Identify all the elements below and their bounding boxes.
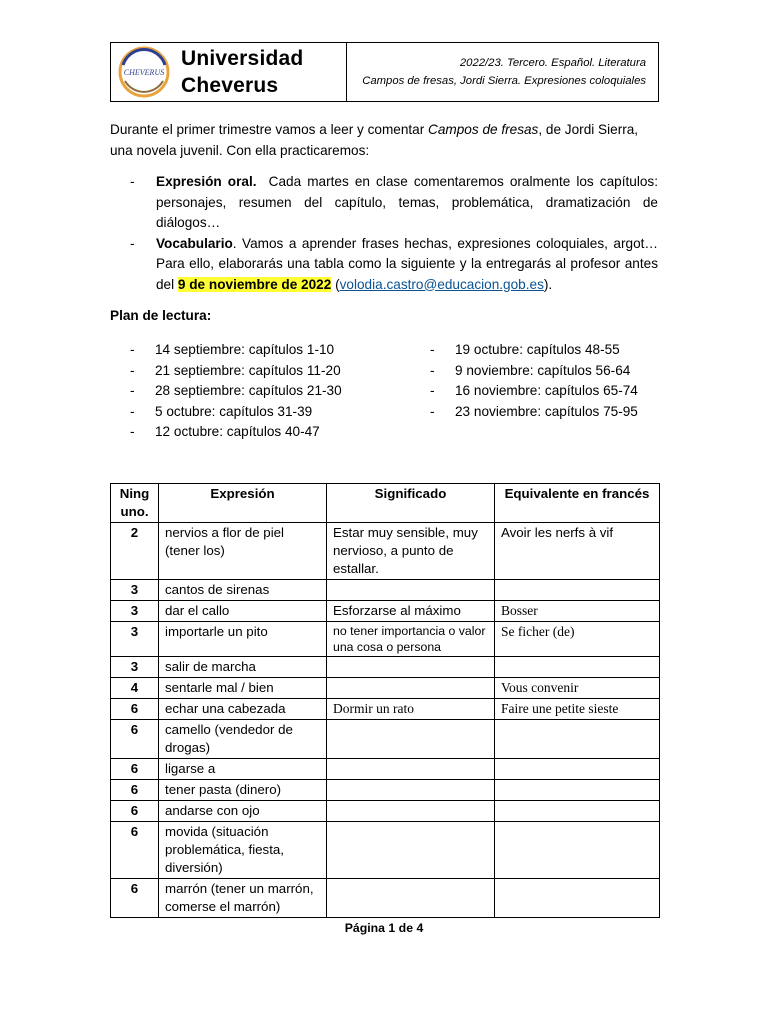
cell-expression: salir de marcha — [159, 657, 327, 678]
cell-french: Faire une petite sieste — [495, 699, 660, 720]
plan-entry: 21 septiembre: capítulos 11-20 — [155, 362, 341, 378]
cell-number: 4 — [111, 678, 159, 699]
cell-french: Avoir les nerfs à vif — [495, 523, 660, 580]
table-header-row — [111, 484, 660, 523]
course-line: 2022/23. Tercero. Español. Literatura — [459, 57, 646, 69]
table-row — [111, 699, 660, 720]
cell-french: Vous convenir — [495, 678, 660, 699]
header-number: Ning uno. — [111, 484, 159, 523]
cell-number: 6 — [111, 720, 159, 759]
cell-expression: tener pasta (dinero) — [159, 780, 327, 801]
intro-paragraph — [110, 120, 658, 161]
cell-number: 3 — [111, 580, 159, 601]
table-row — [111, 523, 660, 580]
cell-expression: ligarse a — [159, 759, 327, 780]
topic-line: Campos de fresas, Jordi Sierra. Expresiones coloquiales — [362, 75, 646, 87]
header-left-cell — [111, 43, 347, 101]
bullet-dash: - — [130, 383, 135, 398]
cell-meaning — [327, 720, 495, 759]
plan-entry: 19 octubre: capítulos 48-55 — [455, 342, 620, 357]
bullet-dash: - — [430, 403, 435, 419]
cell-number: 3 — [111, 622, 159, 657]
plan-entry: 28 septiembre: capítulos 21-30 — [155, 383, 342, 398]
bullet-dash: - — [430, 383, 435, 398]
list-item-vocab — [110, 234, 658, 296]
header-right-cell — [347, 43, 658, 101]
plan-entry: 14 septiembre: capítulos 1-10 — [155, 342, 335, 357]
header-expression: Expresión — [159, 484, 327, 523]
bullet-dash: - — [130, 424, 135, 439]
cell-number: 6 — [111, 879, 159, 918]
cell-french — [495, 822, 660, 879]
table-row — [111, 657, 660, 678]
bullet-dash: - — [130, 235, 135, 251]
activities-list — [110, 172, 662, 295]
cell-french — [495, 720, 660, 759]
plan-entry: 12 octubre: capítulos 40-47 — [155, 424, 320, 439]
plan-entry: 23 noviembre: capítulos 75-95 — [455, 403, 638, 419]
cell-meaning: Esforzarse al máximo — [327, 601, 495, 622]
cell-meaning — [327, 822, 495, 879]
cell-french: Se ficher (de) — [495, 622, 660, 657]
cell-meaning — [327, 879, 495, 918]
cell-french — [495, 759, 660, 780]
cell-number: 6 — [111, 780, 159, 801]
cell-number: 2 — [111, 523, 159, 580]
table-row — [111, 678, 660, 699]
list-item — [410, 340, 638, 361]
cell-french — [495, 580, 660, 601]
logo-wordmark: CHEVERUS — [123, 68, 165, 77]
list-item — [410, 361, 638, 382]
list-item — [410, 402, 638, 423]
table-row — [111, 622, 660, 657]
cell-number: 6 — [111, 759, 159, 780]
deadline-highlight: 9 de noviembre de 2022 — [177, 276, 332, 292]
cell-meaning: no tener importancia o valor una cosa o persona — [327, 622, 495, 657]
vocab-label: Vocabulario — [156, 235, 233, 251]
cell-meaning — [327, 759, 495, 780]
reading-plan-title: Plan de lectura: — [110, 308, 212, 323]
cell-number: 3 — [111, 601, 159, 622]
cell-french — [495, 657, 660, 678]
header-meaning: Significado — [327, 484, 495, 523]
cell-meaning — [327, 801, 495, 822]
table-row — [111, 759, 660, 780]
table-row — [111, 780, 660, 801]
cell-meaning — [327, 580, 495, 601]
header-french: Equivalente en francés — [495, 484, 660, 523]
plan-entry: 5 octubre: capítulos 31-39 — [155, 403, 313, 419]
table-row — [111, 822, 660, 879]
table-row — [111, 601, 660, 622]
bullet-dash: - — [430, 342, 435, 357]
list-item — [110, 361, 342, 382]
university-name-line1: Universidad — [181, 47, 304, 70]
cell-meaning: Dormir un rato — [327, 699, 495, 720]
cell-expression: cantos de sirenas — [159, 580, 327, 601]
cell-french — [495, 780, 660, 801]
reading-plan-right-column — [410, 340, 638, 422]
list-item-oral — [110, 172, 662, 234]
cell-french — [495, 801, 660, 822]
plan-entry: 9 noviembre: capítulos 56-64 — [455, 362, 631, 378]
cell-french — [495, 879, 660, 918]
cell-meaning: Estar muy sensible, muy nervioso, a punto de estallar. — [327, 523, 495, 580]
university-logo — [117, 45, 171, 99]
oral-text: Cada martes en clase comentaremos oralmente los capítulos: personajes, resumen del capítulo, temas, problemática, dramatización de diálogos… — [156, 174, 662, 230]
cell-expression: dar el callo — [159, 601, 327, 622]
vocab-text-3: ). — [543, 276, 553, 292]
intro-text-1: Durante el primer trimestre vamos a leer y comentar — [110, 122, 429, 137]
vocab-text-2: ( — [331, 276, 340, 292]
bullet-dash: - — [130, 362, 135, 378]
cell-expression: sentarle mal / bien — [159, 678, 327, 699]
bullet-dash: - — [430, 362, 435, 378]
list-item — [410, 381, 638, 402]
table-row — [111, 580, 660, 601]
page-number: Página 1 de 4 — [344, 921, 424, 935]
university-name-line2: Cheverus — [181, 74, 279, 97]
cell-expression: nervios a flor de piel (tener los) — [159, 523, 327, 580]
cell-expression: camello (vendedor de drogas) — [159, 720, 327, 759]
table-row — [111, 720, 660, 759]
list-item — [110, 381, 342, 402]
university-name — [181, 45, 303, 99]
teacher-email-link[interactable]: volodia.castro@educacion.gob.es — [339, 276, 544, 292]
book-title: Campos de fresas — [428, 122, 539, 137]
bullet-dash: - — [130, 342, 135, 357]
cell-meaning — [327, 657, 495, 678]
plan-entry: 16 noviembre: capítulos 65-74 — [455, 383, 638, 398]
bullet-dash: - — [130, 403, 135, 419]
list-item — [110, 402, 342, 423]
cell-meaning — [327, 678, 495, 699]
oral-label: Expresión oral. — [156, 174, 257, 189]
document-header — [110, 42, 659, 102]
cell-number: 6 — [111, 822, 159, 879]
list-item — [110, 422, 342, 443]
cell-number: 3 — [111, 657, 159, 678]
reading-plan-left-column — [110, 340, 342, 443]
bullet-dash: - — [130, 174, 135, 189]
cell-number: 6 — [111, 801, 159, 822]
cell-french: Bosser — [495, 601, 660, 622]
vocab-text-1: . Vamos a aprender frases hechas, expresiones coloquiales, argot… Para ello, elaborarás una tabla como la siguiente y la entregarás al profesor antes del — [156, 235, 658, 292]
table-row — [111, 879, 660, 918]
cell-expression: movida (situación problemática, fiesta, diversión) — [159, 822, 327, 879]
table-row — [111, 801, 660, 822]
cell-expression: marrón (tener un marrón, comerse el marrón) — [159, 879, 327, 918]
cell-expression: andarse con ojo — [159, 801, 327, 822]
cell-meaning — [327, 780, 495, 801]
cell-number: 6 — [111, 699, 159, 720]
cell-expression: echar una cabezada — [159, 699, 327, 720]
intro-text-2: , de Jordi Sierra, una novela juvenil. Con ella practicaremos: — [110, 122, 639, 158]
cell-expression: importarle un pito — [159, 622, 327, 657]
vocabulary-table — [110, 483, 660, 918]
list-item — [110, 340, 342, 361]
